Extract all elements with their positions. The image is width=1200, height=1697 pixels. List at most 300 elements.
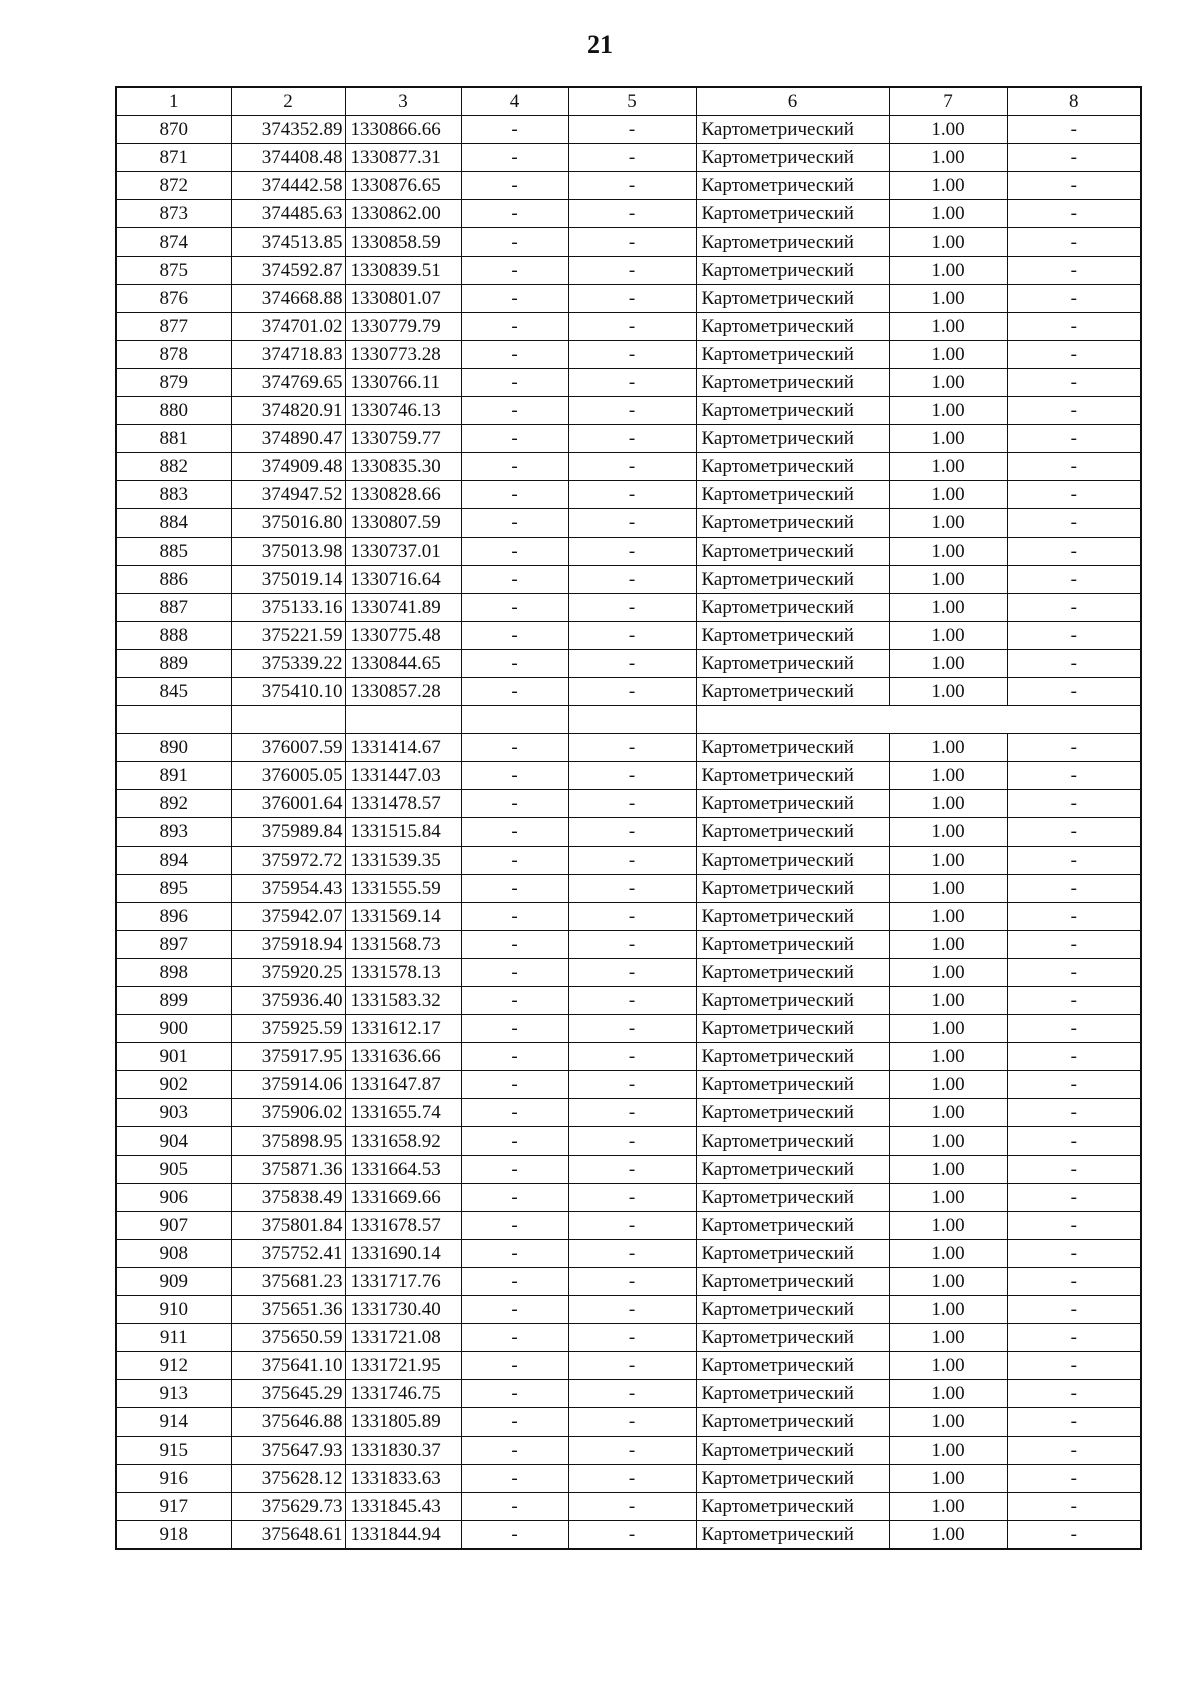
method-cell: Картометрический	[696, 958, 889, 986]
col-5-cell: -	[568, 1464, 696, 1492]
table-row	[116, 537, 1141, 565]
x-coordinate-cell: 374890.47	[231, 425, 345, 453]
y-coordinate-cell: 1330876.65	[345, 172, 461, 200]
point-number-cell: 887	[116, 593, 231, 621]
precision-cell: 1.00	[889, 1155, 1007, 1183]
y-coordinate-cell: 1331669.66	[345, 1183, 461, 1211]
precision-cell: 1.00	[889, 397, 1007, 425]
precision-cell: 1.00	[889, 930, 1007, 958]
col-8-cell: -	[1007, 593, 1141, 621]
col-5-cell: -	[568, 1127, 696, 1155]
x-coordinate-cell: 375221.59	[231, 621, 345, 649]
col-5-cell: -	[568, 1492, 696, 1520]
y-coordinate-cell: 1330844.65	[345, 649, 461, 677]
y-coordinate-cell: 1331658.92	[345, 1127, 461, 1155]
table-row	[116, 1492, 1141, 1520]
y-coordinate-cell: 1330807.59	[345, 509, 461, 537]
table-row	[116, 256, 1141, 284]
col-8-cell: -	[1007, 481, 1141, 509]
point-number-cell: 904	[116, 1127, 231, 1155]
x-coordinate-cell: 375917.95	[231, 1043, 345, 1071]
point-number-cell: 888	[116, 621, 231, 649]
x-coordinate-cell: 374408.48	[231, 144, 345, 172]
method-cell: Картометрический	[696, 1211, 889, 1239]
y-coordinate-cell: 1331555.59	[345, 874, 461, 902]
col-5-cell: -	[568, 1408, 696, 1436]
precision-cell: 1.00	[889, 340, 1007, 368]
y-coordinate-cell: 1331833.63	[345, 1464, 461, 1492]
column-header-3: 3	[345, 87, 461, 116]
point-number-cell: 878	[116, 340, 231, 368]
col-4-cell: -	[461, 1267, 568, 1295]
y-coordinate-cell: 1331830.37	[345, 1436, 461, 1464]
table-row	[116, 1155, 1141, 1183]
x-coordinate-cell: 375972.72	[231, 846, 345, 874]
col-4-cell: -	[461, 1492, 568, 1520]
col-8-cell: -	[1007, 1099, 1141, 1127]
precision-cell: 1.00	[889, 649, 1007, 677]
col-5-cell: -	[568, 958, 696, 986]
precision-cell: 1.00	[889, 425, 1007, 453]
col-8-cell: -	[1007, 1324, 1141, 1352]
col-8-cell: -	[1007, 425, 1141, 453]
x-coordinate-cell: 374947.52	[231, 481, 345, 509]
x-coordinate-cell: 375871.36	[231, 1155, 345, 1183]
precision-cell: 1.00	[889, 481, 1007, 509]
method-cell: Картометрический	[696, 734, 889, 762]
col-8-cell: -	[1007, 649, 1141, 677]
point-number-cell: 880	[116, 397, 231, 425]
precision-cell: 1.00	[889, 1352, 1007, 1380]
point-number-cell: 901	[116, 1043, 231, 1071]
table-row	[116, 116, 1141, 144]
method-cell: Картометрический	[696, 1520, 889, 1549]
col-5-cell: -	[568, 284, 696, 312]
precision-cell: 1.00	[889, 284, 1007, 312]
col-4-cell: -	[461, 1239, 568, 1267]
point-number-cell: 882	[116, 453, 231, 481]
col-4-cell: -	[461, 1436, 568, 1464]
header-row	[116, 87, 1141, 116]
col-5-cell: -	[568, 1324, 696, 1352]
precision-cell: 1.00	[889, 677, 1007, 705]
table-row	[116, 1296, 1141, 1324]
table-row	[116, 846, 1141, 874]
col-4-cell: -	[461, 1015, 568, 1043]
method-cell: Картометрический	[696, 256, 889, 284]
method-cell: Картометрический	[696, 818, 889, 846]
col-5-cell: -	[568, 481, 696, 509]
col-5-cell: -	[568, 144, 696, 172]
y-coordinate-cell: 1331636.66	[345, 1043, 461, 1071]
table-row	[116, 1324, 1141, 1352]
col-4-cell: -	[461, 340, 568, 368]
gap-cell	[231, 706, 345, 734]
method-cell: Картометрический	[696, 1043, 889, 1071]
point-number-cell: 911	[116, 1324, 231, 1352]
point-number-cell: 907	[116, 1211, 231, 1239]
method-cell: Картометрический	[696, 537, 889, 565]
col-5-cell: -	[568, 172, 696, 200]
y-coordinate-cell: 1330775.48	[345, 621, 461, 649]
y-coordinate-cell: 1330766.11	[345, 368, 461, 396]
method-cell: Картометрический	[696, 790, 889, 818]
y-coordinate-cell: 1331578.13	[345, 958, 461, 986]
y-coordinate-cell: 1331690.14	[345, 1239, 461, 1267]
y-coordinate-cell: 1331478.57	[345, 790, 461, 818]
precision-cell: 1.00	[889, 1464, 1007, 1492]
col-4-cell: -	[461, 228, 568, 256]
x-coordinate-cell: 375920.25	[231, 958, 345, 986]
x-coordinate-cell: 375339.22	[231, 649, 345, 677]
point-number-cell: 875	[116, 256, 231, 284]
point-number-cell: 910	[116, 1296, 231, 1324]
gap-cell	[568, 706, 696, 734]
table-row	[116, 397, 1141, 425]
col-5-cell: -	[568, 509, 696, 537]
x-coordinate-cell: 374701.02	[231, 312, 345, 340]
col-5-cell: -	[568, 425, 696, 453]
point-number-cell: 908	[116, 1239, 231, 1267]
col-4-cell: -	[461, 1520, 568, 1549]
col-8-cell: -	[1007, 762, 1141, 790]
precision-cell: 1.00	[889, 509, 1007, 537]
col-5-cell: -	[568, 762, 696, 790]
table-gap	[116, 706, 1141, 734]
x-coordinate-cell: 375918.94	[231, 930, 345, 958]
col-4-cell: -	[461, 930, 568, 958]
method-cell: Картометрический	[696, 621, 889, 649]
point-number-cell: 906	[116, 1183, 231, 1211]
point-number-cell: 917	[116, 1492, 231, 1520]
point-number-cell: 895	[116, 874, 231, 902]
point-number-cell: 872	[116, 172, 231, 200]
point-number-cell: 915	[116, 1436, 231, 1464]
table-row	[116, 1239, 1141, 1267]
x-coordinate-cell: 374513.85	[231, 228, 345, 256]
point-number-cell: 900	[116, 1015, 231, 1043]
col-8-cell: -	[1007, 846, 1141, 874]
gap-cell	[461, 706, 568, 734]
col-8-cell: -	[1007, 1352, 1141, 1380]
point-number-cell: 870	[116, 116, 231, 144]
col-5-cell: -	[568, 537, 696, 565]
precision-cell: 1.00	[889, 172, 1007, 200]
col-5-cell: -	[568, 846, 696, 874]
col-4-cell: -	[461, 1071, 568, 1099]
method-cell: Картометрический	[696, 284, 889, 312]
column-header-8: 8	[1007, 87, 1141, 116]
precision-cell: 1.00	[889, 818, 1007, 846]
precision-cell: 1.00	[889, 1380, 1007, 1408]
col-5-cell: -	[568, 1071, 696, 1099]
y-coordinate-cell: 1330839.51	[345, 256, 461, 284]
table-row	[116, 1520, 1141, 1549]
col-4-cell: -	[461, 1352, 568, 1380]
col-8-cell: -	[1007, 144, 1141, 172]
point-number-cell: 881	[116, 425, 231, 453]
point-number-cell: 894	[116, 846, 231, 874]
col-8-cell: -	[1007, 509, 1141, 537]
col-5-cell: -	[568, 1099, 696, 1127]
col-4-cell: -	[461, 902, 568, 930]
col-8-cell: -	[1007, 228, 1141, 256]
col-4-cell: -	[461, 256, 568, 284]
col-8-cell: -	[1007, 1492, 1141, 1520]
method-cell: Картометрический	[696, 340, 889, 368]
col-8-cell: -	[1007, 1127, 1141, 1155]
gap-cell	[116, 706, 231, 734]
col-4-cell: -	[461, 762, 568, 790]
col-8-cell: -	[1007, 565, 1141, 593]
y-coordinate-cell: 1331844.94	[345, 1520, 461, 1549]
col-8-cell: -	[1007, 1071, 1141, 1099]
col-5-cell: -	[568, 874, 696, 902]
y-coordinate-cell: 1331569.14	[345, 902, 461, 930]
point-number-cell: 893	[116, 818, 231, 846]
precision-cell: 1.00	[889, 1099, 1007, 1127]
table-row	[116, 312, 1141, 340]
method-cell: Картометрический	[696, 1183, 889, 1211]
col-8-cell: -	[1007, 734, 1141, 762]
table-row	[116, 902, 1141, 930]
table-row	[116, 677, 1141, 705]
precision-cell: 1.00	[889, 762, 1007, 790]
point-number-cell: 899	[116, 987, 231, 1015]
x-coordinate-cell: 375936.40	[231, 987, 345, 1015]
point-number-cell: 913	[116, 1380, 231, 1408]
method-cell: Картометрический	[696, 1239, 889, 1267]
col-8-cell: -	[1007, 1211, 1141, 1239]
col-8-cell: -	[1007, 1015, 1141, 1043]
col-4-cell: -	[461, 987, 568, 1015]
y-coordinate-cell: 1331414.67	[345, 734, 461, 762]
table-row	[116, 481, 1141, 509]
precision-cell: 1.00	[889, 1324, 1007, 1352]
table-section-b	[116, 734, 1141, 1549]
col-4-cell: -	[461, 284, 568, 312]
precision-cell: 1.00	[889, 1071, 1007, 1099]
y-coordinate-cell: 1331568.73	[345, 930, 461, 958]
precision-cell: 1.00	[889, 1492, 1007, 1520]
precision-cell: 1.00	[889, 621, 1007, 649]
col-8-cell: -	[1007, 116, 1141, 144]
col-4-cell: -	[461, 1211, 568, 1239]
col-8-cell: -	[1007, 818, 1141, 846]
col-4-cell: -	[461, 312, 568, 340]
col-8-cell: -	[1007, 1043, 1141, 1071]
y-coordinate-cell: 1331721.08	[345, 1324, 461, 1352]
table-row	[116, 509, 1141, 537]
col-5-cell: -	[568, 621, 696, 649]
table-row	[116, 1015, 1141, 1043]
col-5-cell: -	[568, 734, 696, 762]
col-5-cell: -	[568, 593, 696, 621]
x-coordinate-cell: 375838.49	[231, 1183, 345, 1211]
y-coordinate-cell: 1330779.79	[345, 312, 461, 340]
method-cell: Картометрический	[696, 200, 889, 228]
method-cell: Картометрический	[696, 930, 889, 958]
col-5-cell: -	[568, 1352, 696, 1380]
method-cell: Картометрический	[696, 649, 889, 677]
table-row	[116, 1352, 1141, 1380]
y-coordinate-cell: 1331664.53	[345, 1155, 461, 1183]
precision-cell: 1.00	[889, 368, 1007, 396]
x-coordinate-cell: 375647.93	[231, 1436, 345, 1464]
table-row	[116, 1127, 1141, 1155]
table-row	[116, 1183, 1141, 1211]
col-5-cell: -	[568, 930, 696, 958]
method-cell: Картометрический	[696, 397, 889, 425]
y-coordinate-cell: 1330746.13	[345, 397, 461, 425]
col-5-cell: -	[568, 1043, 696, 1071]
col-5-cell: -	[568, 1380, 696, 1408]
col-4-cell: -	[461, 397, 568, 425]
precision-cell: 1.00	[889, 228, 1007, 256]
col-4-cell: -	[461, 593, 568, 621]
table-row	[116, 172, 1141, 200]
col-4-cell: -	[461, 1155, 568, 1183]
y-coordinate-cell: 1331647.87	[345, 1071, 461, 1099]
x-coordinate-cell: 375650.59	[231, 1324, 345, 1352]
precision-cell: 1.00	[889, 1183, 1007, 1211]
point-number-cell: 889	[116, 649, 231, 677]
method-cell: Картометрический	[696, 368, 889, 396]
method-cell: Картометрический	[696, 453, 889, 481]
x-coordinate-cell: 375628.12	[231, 1464, 345, 1492]
x-coordinate-cell: 375410.10	[231, 677, 345, 705]
table-row	[116, 987, 1141, 1015]
col-5-cell: -	[568, 649, 696, 677]
table-row	[116, 425, 1141, 453]
column-header-5: 5	[568, 87, 696, 116]
precision-cell: 1.00	[889, 565, 1007, 593]
table-row	[116, 1071, 1141, 1099]
table-row	[116, 1408, 1141, 1436]
point-number-cell: 912	[116, 1352, 231, 1380]
table-row	[116, 1436, 1141, 1464]
precision-cell: 1.00	[889, 902, 1007, 930]
col-4-cell: -	[461, 116, 568, 144]
y-coordinate-cell: 1331447.03	[345, 762, 461, 790]
col-4-cell: -	[461, 790, 568, 818]
x-coordinate-cell: 375629.73	[231, 1492, 345, 1520]
col-4-cell: -	[461, 1380, 568, 1408]
precision-cell: 1.00	[889, 1408, 1007, 1436]
table-row	[116, 200, 1141, 228]
col-8-cell: -	[1007, 1239, 1141, 1267]
col-4-cell: -	[461, 481, 568, 509]
col-5-cell: -	[568, 1183, 696, 1211]
col-5-cell: -	[568, 1520, 696, 1549]
table-row	[116, 593, 1141, 621]
method-cell: Картометрический	[696, 1380, 889, 1408]
precision-cell: 1.00	[889, 1436, 1007, 1464]
col-4-cell: -	[461, 621, 568, 649]
col-8-cell: -	[1007, 397, 1141, 425]
x-coordinate-cell: 375648.61	[231, 1520, 345, 1549]
method-cell: Картометрический	[696, 762, 889, 790]
method-cell: Картометрический	[696, 1127, 889, 1155]
col-4-cell: -	[461, 509, 568, 537]
precision-cell: 1.00	[889, 987, 1007, 1015]
col-5-cell: -	[568, 677, 696, 705]
table-row	[116, 284, 1141, 312]
col-4-cell: -	[461, 368, 568, 396]
precision-cell: 1.00	[889, 144, 1007, 172]
table-row	[116, 958, 1141, 986]
x-coordinate-cell: 376007.59	[231, 734, 345, 762]
y-coordinate-cell: 1330759.77	[345, 425, 461, 453]
method-cell: Картометрический	[696, 1296, 889, 1324]
col-5-cell: -	[568, 1267, 696, 1295]
x-coordinate-cell: 374769.65	[231, 368, 345, 396]
col-8-cell: -	[1007, 902, 1141, 930]
table-row	[116, 1464, 1141, 1492]
x-coordinate-cell: 375906.02	[231, 1099, 345, 1127]
col-5-cell: -	[568, 1239, 696, 1267]
method-cell: Картометрический	[696, 144, 889, 172]
col-8-cell: -	[1007, 987, 1141, 1015]
point-number-cell: 884	[116, 509, 231, 537]
x-coordinate-cell: 375019.14	[231, 565, 345, 593]
point-number-cell: 890	[116, 734, 231, 762]
precision-cell: 1.00	[889, 1296, 1007, 1324]
col-4-cell: -	[461, 649, 568, 677]
table-row	[116, 790, 1141, 818]
x-coordinate-cell: 375942.07	[231, 902, 345, 930]
precision-cell: 1.00	[889, 846, 1007, 874]
column-header-6: 6	[696, 87, 889, 116]
precision-cell: 1.00	[889, 1015, 1007, 1043]
col-5-cell: -	[568, 340, 696, 368]
col-5-cell: -	[568, 987, 696, 1015]
point-number-cell: 873	[116, 200, 231, 228]
precision-cell: 1.00	[889, 1127, 1007, 1155]
table-row	[116, 930, 1141, 958]
col-5-cell: -	[568, 565, 696, 593]
method-cell: Картометрический	[696, 1436, 889, 1464]
col-8-cell: -	[1007, 284, 1141, 312]
method-cell: Картометрический	[696, 1464, 889, 1492]
y-coordinate-cell: 1331730.40	[345, 1296, 461, 1324]
x-coordinate-cell: 375013.98	[231, 537, 345, 565]
gap-cell	[345, 706, 461, 734]
col-5-cell: -	[568, 1296, 696, 1324]
y-coordinate-cell: 1330741.89	[345, 593, 461, 621]
col-8-cell: -	[1007, 1155, 1141, 1183]
col-8-cell: -	[1007, 1464, 1141, 1492]
col-4-cell: -	[461, 453, 568, 481]
table-row	[116, 1211, 1141, 1239]
method-cell: Картометрический	[696, 987, 889, 1015]
col-4-cell: -	[461, 565, 568, 593]
column-header-7: 7	[889, 87, 1007, 116]
y-coordinate-cell: 1330737.01	[345, 537, 461, 565]
y-coordinate-cell: 1331805.89	[345, 1408, 461, 1436]
precision-cell: 1.00	[889, 537, 1007, 565]
precision-cell: 1.00	[889, 1239, 1007, 1267]
col-4-cell: -	[461, 874, 568, 902]
method-cell: Картометрический	[696, 481, 889, 509]
method-cell: Картометрический	[696, 593, 889, 621]
col-5-cell: -	[568, 116, 696, 144]
precision-cell: 1.00	[889, 734, 1007, 762]
method-cell: Картометрический	[696, 565, 889, 593]
x-coordinate-cell: 375914.06	[231, 1071, 345, 1099]
x-coordinate-cell: 374820.91	[231, 397, 345, 425]
col-5-cell: -	[568, 453, 696, 481]
